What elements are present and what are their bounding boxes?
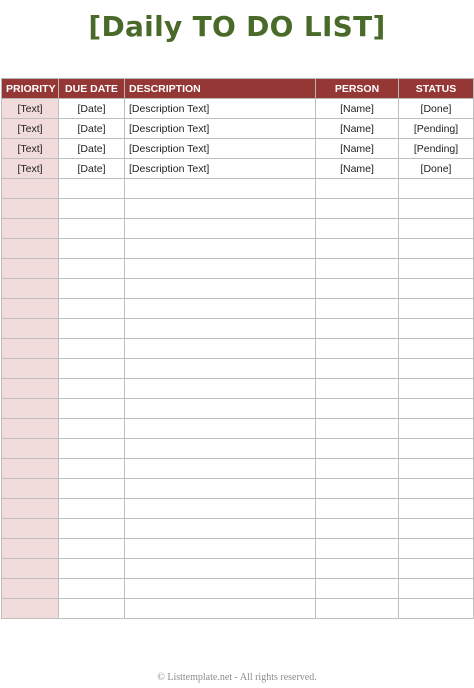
due-date-cell[interactable] bbox=[59, 419, 125, 439]
table-row bbox=[2, 119, 474, 139]
empty-table-row bbox=[2, 359, 474, 379]
status-cell[interactable] bbox=[399, 299, 474, 319]
priority-cell[interactable]: [Text] bbox=[2, 119, 59, 139]
due-date-cell[interactable] bbox=[59, 259, 125, 279]
status-header: STATUS bbox=[399, 79, 474, 99]
priority-cell[interactable] bbox=[2, 559, 59, 579]
empty-table-row bbox=[2, 419, 474, 439]
due-date-cell[interactable] bbox=[59, 179, 125, 199]
description-cell[interactable] bbox=[125, 319, 316, 339]
description-cell[interactable] bbox=[125, 299, 316, 319]
status-cell[interactable] bbox=[399, 179, 474, 199]
due-date-cell[interactable] bbox=[59, 559, 125, 579]
empty-table-row bbox=[2, 339, 474, 359]
person-cell[interactable] bbox=[316, 479, 399, 499]
status-cell[interactable] bbox=[399, 219, 474, 239]
status-cell[interactable] bbox=[399, 259, 474, 279]
priority-cell[interactable] bbox=[2, 259, 59, 279]
person-cell[interactable] bbox=[316, 219, 399, 239]
empty-table-row bbox=[2, 599, 474, 619]
empty-table-row bbox=[2, 219, 474, 239]
table-header-row bbox=[2, 79, 474, 99]
table-row bbox=[2, 139, 474, 159]
description-cell[interactable] bbox=[125, 519, 316, 539]
person-cell[interactable] bbox=[316, 259, 399, 279]
due-date-cell[interactable] bbox=[59, 579, 125, 599]
empty-table-row bbox=[2, 179, 474, 199]
todo-table bbox=[1, 78, 474, 619]
description-cell[interactable]: [Description Text] bbox=[125, 99, 316, 119]
status-cell[interactable] bbox=[399, 599, 474, 619]
empty-table-row bbox=[2, 559, 474, 579]
description-cell[interactable] bbox=[125, 359, 316, 379]
priority-cell[interactable] bbox=[2, 439, 59, 459]
priority-cell[interactable] bbox=[2, 499, 59, 519]
priority-header: PRIORITY bbox=[2, 79, 59, 99]
page-title: [Daily TO DO LIST] bbox=[88, 10, 386, 43]
empty-table-row bbox=[2, 299, 474, 319]
due-date-cell[interactable] bbox=[59, 219, 125, 239]
priority-cell[interactable] bbox=[2, 239, 59, 259]
person-cell[interactable] bbox=[316, 419, 399, 439]
due-date-cell[interactable] bbox=[59, 279, 125, 299]
description-cell[interactable] bbox=[125, 579, 316, 599]
description-cell[interactable] bbox=[125, 399, 316, 419]
status-cell[interactable] bbox=[399, 459, 474, 479]
due-date-cell[interactable] bbox=[59, 379, 125, 399]
table-body bbox=[2, 99, 474, 619]
empty-table-row bbox=[2, 439, 474, 459]
priority-cell[interactable] bbox=[2, 479, 59, 499]
priority-cell[interactable] bbox=[2, 279, 59, 299]
person-cell[interactable] bbox=[316, 179, 399, 199]
description-cell[interactable] bbox=[125, 439, 316, 459]
empty-table-row bbox=[2, 499, 474, 519]
status-cell[interactable]: [Done] bbox=[399, 99, 474, 119]
description-cell[interactable] bbox=[125, 379, 316, 399]
due-date-cell[interactable] bbox=[59, 319, 125, 339]
due-date-cell[interactable] bbox=[59, 339, 125, 359]
status-cell[interactable] bbox=[399, 559, 474, 579]
status-cell[interactable] bbox=[399, 199, 474, 219]
due-date-header: DUE DATE bbox=[59, 79, 125, 99]
priority-cell[interactable] bbox=[2, 539, 59, 559]
priority-cell[interactable]: [Text] bbox=[2, 99, 59, 119]
due-date-cell[interactable] bbox=[59, 439, 125, 459]
priority-cell[interactable] bbox=[2, 599, 59, 619]
due-date-cell[interactable] bbox=[59, 299, 125, 319]
person-header: PERSON bbox=[316, 79, 399, 99]
status-cell[interactable] bbox=[399, 579, 474, 599]
description-cell[interactable] bbox=[125, 219, 316, 239]
due-date-cell[interactable] bbox=[59, 599, 125, 619]
priority-cell[interactable] bbox=[2, 399, 59, 419]
status-cell[interactable]: [Pending] bbox=[399, 139, 474, 159]
status-cell[interactable] bbox=[399, 479, 474, 499]
person-cell[interactable] bbox=[316, 399, 399, 419]
empty-table-row bbox=[2, 259, 474, 279]
empty-table-row bbox=[2, 319, 474, 339]
status-cell[interactable] bbox=[399, 399, 474, 419]
priority-cell[interactable] bbox=[2, 219, 59, 239]
status-cell[interactable] bbox=[399, 359, 474, 379]
empty-table-row bbox=[2, 459, 474, 479]
description-cell[interactable] bbox=[125, 279, 316, 299]
priority-cell[interactable] bbox=[2, 379, 59, 399]
person-cell[interactable] bbox=[316, 459, 399, 479]
status-cell[interactable] bbox=[399, 419, 474, 439]
due-date-cell[interactable]: [Date] bbox=[59, 119, 125, 139]
priority-cell[interactable] bbox=[2, 299, 59, 319]
person-cell[interactable] bbox=[316, 539, 399, 559]
person-cell[interactable] bbox=[316, 559, 399, 579]
status-cell[interactable] bbox=[399, 519, 474, 539]
due-date-cell[interactable]: [Date] bbox=[59, 139, 125, 159]
description-cell[interactable] bbox=[125, 199, 316, 219]
description-cell[interactable] bbox=[125, 339, 316, 359]
empty-table-row bbox=[2, 399, 474, 419]
table-row bbox=[2, 99, 474, 119]
status-cell[interactable] bbox=[399, 539, 474, 559]
priority-cell[interactable]: [Text] bbox=[2, 159, 59, 179]
status-cell[interactable] bbox=[399, 379, 474, 399]
status-cell[interactable] bbox=[399, 319, 474, 339]
person-cell[interactable] bbox=[316, 339, 399, 359]
due-date-cell[interactable]: [Date] bbox=[59, 99, 125, 119]
due-date-cell[interactable] bbox=[59, 199, 125, 219]
priority-cell[interactable] bbox=[2, 319, 59, 339]
priority-cell[interactable]: [Text] bbox=[2, 139, 59, 159]
priority-cell[interactable] bbox=[2, 199, 59, 219]
person-cell[interactable] bbox=[316, 279, 399, 299]
person-cell[interactable] bbox=[316, 199, 399, 219]
status-cell[interactable] bbox=[399, 439, 474, 459]
person-cell[interactable] bbox=[316, 499, 399, 519]
person-cell[interactable]: [Name] bbox=[316, 139, 399, 159]
empty-table-row bbox=[2, 539, 474, 559]
priority-cell[interactable] bbox=[2, 359, 59, 379]
description-cell[interactable]: [Description Text] bbox=[125, 139, 316, 159]
status-cell[interactable] bbox=[399, 499, 474, 519]
due-date-cell[interactable] bbox=[59, 359, 125, 379]
description-cell[interactable]: [Description Text] bbox=[125, 159, 316, 179]
person-cell[interactable]: [Name] bbox=[316, 119, 399, 139]
due-date-cell[interactable] bbox=[59, 519, 125, 539]
description-header: DESCRIPTION bbox=[125, 79, 316, 99]
status-cell[interactable]: [Pending] bbox=[399, 119, 474, 139]
person-cell[interactable] bbox=[316, 359, 399, 379]
empty-table-row bbox=[2, 479, 474, 499]
status-cell[interactable] bbox=[399, 239, 474, 259]
empty-table-row bbox=[2, 279, 474, 299]
status-cell[interactable] bbox=[399, 339, 474, 359]
person-cell[interactable] bbox=[316, 379, 399, 399]
description-cell[interactable] bbox=[125, 419, 316, 439]
person-cell[interactable]: [Name] bbox=[316, 99, 399, 119]
due-date-cell[interactable] bbox=[59, 459, 125, 479]
due-date-cell[interactable] bbox=[59, 539, 125, 559]
description-cell[interactable] bbox=[125, 559, 316, 579]
person-cell[interactable] bbox=[316, 579, 399, 599]
copyright-footer: © Listtemplate.net - All rights reserved. bbox=[157, 672, 317, 683]
person-cell[interactable] bbox=[316, 299, 399, 319]
description-cell[interactable] bbox=[125, 459, 316, 479]
priority-cell[interactable] bbox=[2, 339, 59, 359]
empty-table-row bbox=[2, 519, 474, 539]
empty-table-row bbox=[2, 379, 474, 399]
priority-cell[interactable] bbox=[2, 419, 59, 439]
person-cell[interactable] bbox=[316, 319, 399, 339]
description-cell[interactable]: [Description Text] bbox=[125, 119, 316, 139]
empty-table-row bbox=[2, 579, 474, 599]
status-cell[interactable] bbox=[399, 279, 474, 299]
person-cell[interactable] bbox=[316, 519, 399, 539]
description-cell[interactable] bbox=[125, 539, 316, 559]
table-row bbox=[2, 159, 474, 179]
person-cell[interactable] bbox=[316, 439, 399, 459]
person-cell[interactable] bbox=[316, 239, 399, 259]
due-date-cell[interactable]: [Date] bbox=[59, 159, 125, 179]
due-date-cell[interactable] bbox=[59, 239, 125, 259]
description-cell[interactable] bbox=[125, 599, 316, 619]
person-cell[interactable] bbox=[316, 599, 399, 619]
empty-table-row bbox=[2, 199, 474, 219]
description-cell[interactable] bbox=[125, 479, 316, 499]
description-cell[interactable] bbox=[125, 179, 316, 199]
person-cell[interactable]: [Name] bbox=[316, 159, 399, 179]
description-cell[interactable] bbox=[125, 239, 316, 259]
priority-cell[interactable] bbox=[2, 459, 59, 479]
status-cell[interactable]: [Done] bbox=[399, 159, 474, 179]
description-cell[interactable] bbox=[125, 259, 316, 279]
due-date-cell[interactable] bbox=[59, 479, 125, 499]
due-date-cell[interactable] bbox=[59, 499, 125, 519]
priority-cell[interactable] bbox=[2, 579, 59, 599]
priority-cell[interactable] bbox=[2, 179, 59, 199]
due-date-cell[interactable] bbox=[59, 399, 125, 419]
empty-table-row bbox=[2, 239, 474, 259]
priority-cell[interactable] bbox=[2, 519, 59, 539]
description-cell[interactable] bbox=[125, 499, 316, 519]
